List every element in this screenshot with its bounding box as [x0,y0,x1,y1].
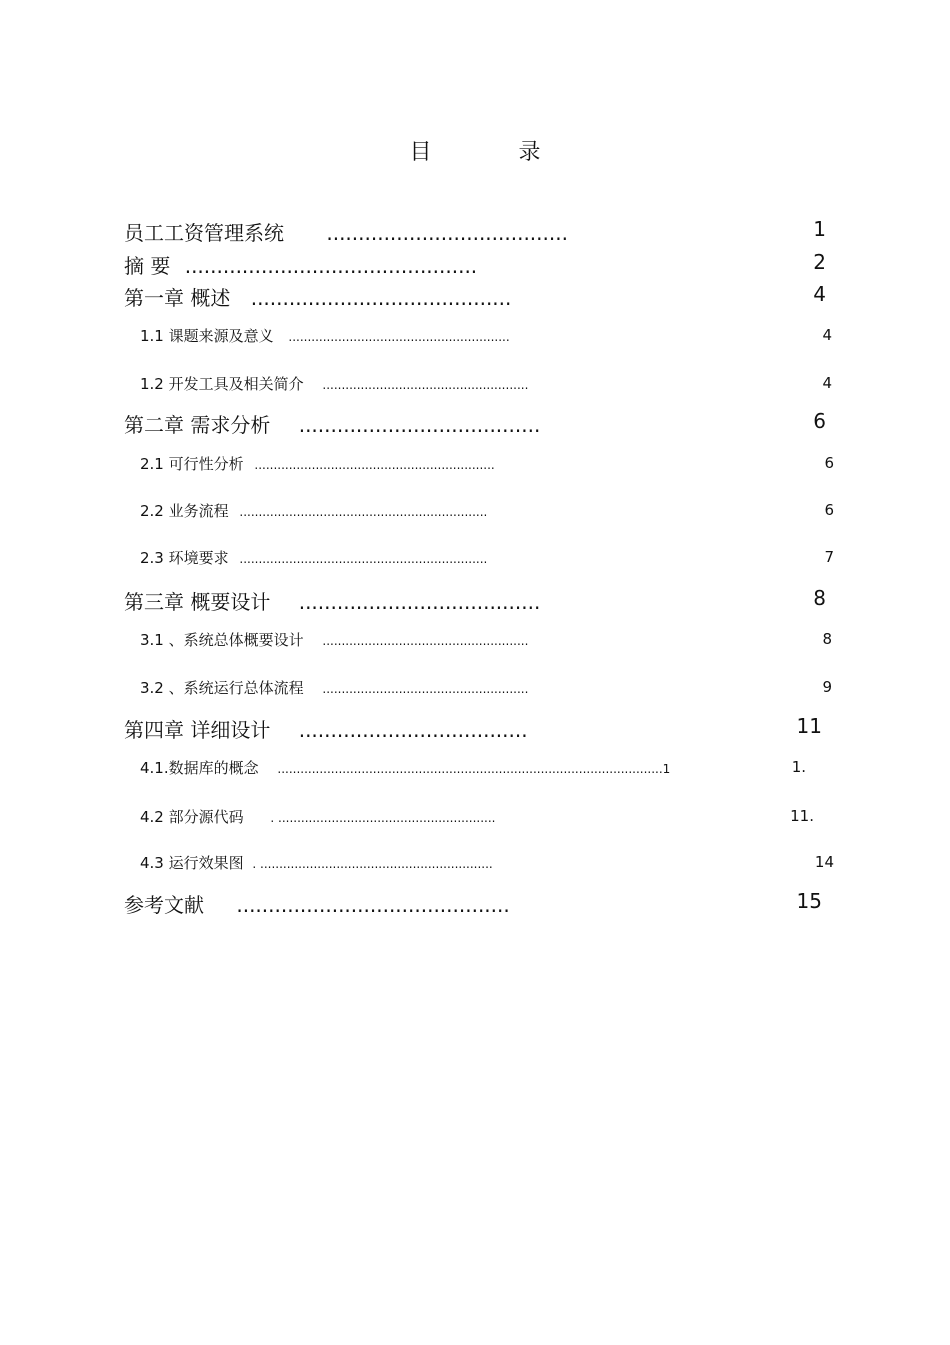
toc-entry-label: 2.1 可行性分析 [140,455,244,473]
toc-entry [124,282,511,311]
toc-leader-dots: .......................................................... [288,330,510,344]
toc-leader-dots: ...................................................... [322,378,529,392]
toc-page-number: 7 [824,548,834,566]
toc-page-number: 4 [822,326,832,344]
toc-entry [140,373,528,394]
toc-entry [140,629,528,650]
toc-page-number: 1 [813,217,826,241]
toc-leader-dots: ................................................................. [239,505,488,519]
toc-entry-label: 2.3 环境要求 [140,549,229,567]
toc-leader-dots: ......................................... [250,286,512,310]
toc-entry-label: 4.2 部分源代码 [140,808,244,826]
toc-entry [140,325,510,346]
toc-page-number: 4 [822,374,832,392]
toc-entry [140,453,495,474]
toc-entry-label: 第四章 详细设计 [124,718,271,742]
toc-entry-label: 3.1 、系统总体概要设计 [140,631,304,649]
toc-entry-label: 摘 要 [124,254,171,278]
toc-entry [140,500,487,521]
toc-entry [124,250,477,279]
toc-leader-dots: ...................................................... [322,682,529,696]
toc-entry-label: 第二章 需求分析 [124,413,271,437]
toc-title: 目 录 [409,140,581,165]
toc-leader-dots: ................................................................. [239,552,488,566]
toc-page-number: 6 [824,501,834,519]
toc-page-number: 11. [790,807,814,825]
toc-entry [124,217,568,246]
toc-entry-label: 员工工资管理系统 [124,221,284,245]
toc-entry-label: 4.1.数据库的概念 [140,759,259,777]
toc-leader-dots: ...................................... [326,221,568,245]
toc-page-number: 1. [791,758,806,776]
toc-leader-dots: ........................................... [236,893,510,917]
toc-entry [140,677,528,698]
toc-leader-dots: . ......................................................... [270,811,496,825]
toc-page-number: 6 [813,409,826,433]
toc-entry [124,714,528,743]
toc-entry-label: 4.3 运行效果图 [140,854,244,872]
toc-leader-dots: .................................... [298,718,528,742]
toc-entry-label: 第一章 概述 [124,286,231,310]
toc-page-number: 8 [822,630,832,648]
toc-leader-dots: ............................................................... [254,458,495,472]
toc-leader-dots: ...................................... [298,590,541,614]
toc-leader-dots: .....................................................................................................1 [277,762,671,776]
toc-page-number: 6 [824,454,834,472]
toc-entry-label: 2.2 业务流程 [140,502,229,520]
toc-page-number: 2 [813,250,826,274]
toc-page-number: 9 [822,678,832,696]
toc-entry-label: 3.2 、系统运行总体流程 [140,679,304,697]
toc-entry [124,409,540,438]
toc-entry [140,852,493,873]
toc-leader-dots: . ............................................................. [252,857,493,871]
toc-entry [140,547,487,568]
toc-leader-dots: ...................................... [298,413,541,437]
toc-page-number: 4 [813,282,826,306]
toc-leader-dots: .............................................. [184,254,478,278]
toc-page-number: 15 [796,889,822,913]
toc-entry-label: 参考文献 [124,893,204,917]
toc-entry [124,889,510,918]
toc-entry [140,757,670,778]
toc-entry [140,806,495,827]
toc-leader-dots: ...................................................... [322,634,529,648]
toc-entry-label: 1.1 课题来源及意义 [140,327,274,345]
toc-entry-label: 1.2 开发工具及相关简介 [140,375,304,393]
toc-page-number: 11 [796,714,822,738]
toc-page-number: 14 [814,853,834,871]
toc-entry-label: 第三章 概要设计 [124,590,271,614]
toc-entry [124,586,540,615]
toc-page-number: 8 [813,586,826,610]
